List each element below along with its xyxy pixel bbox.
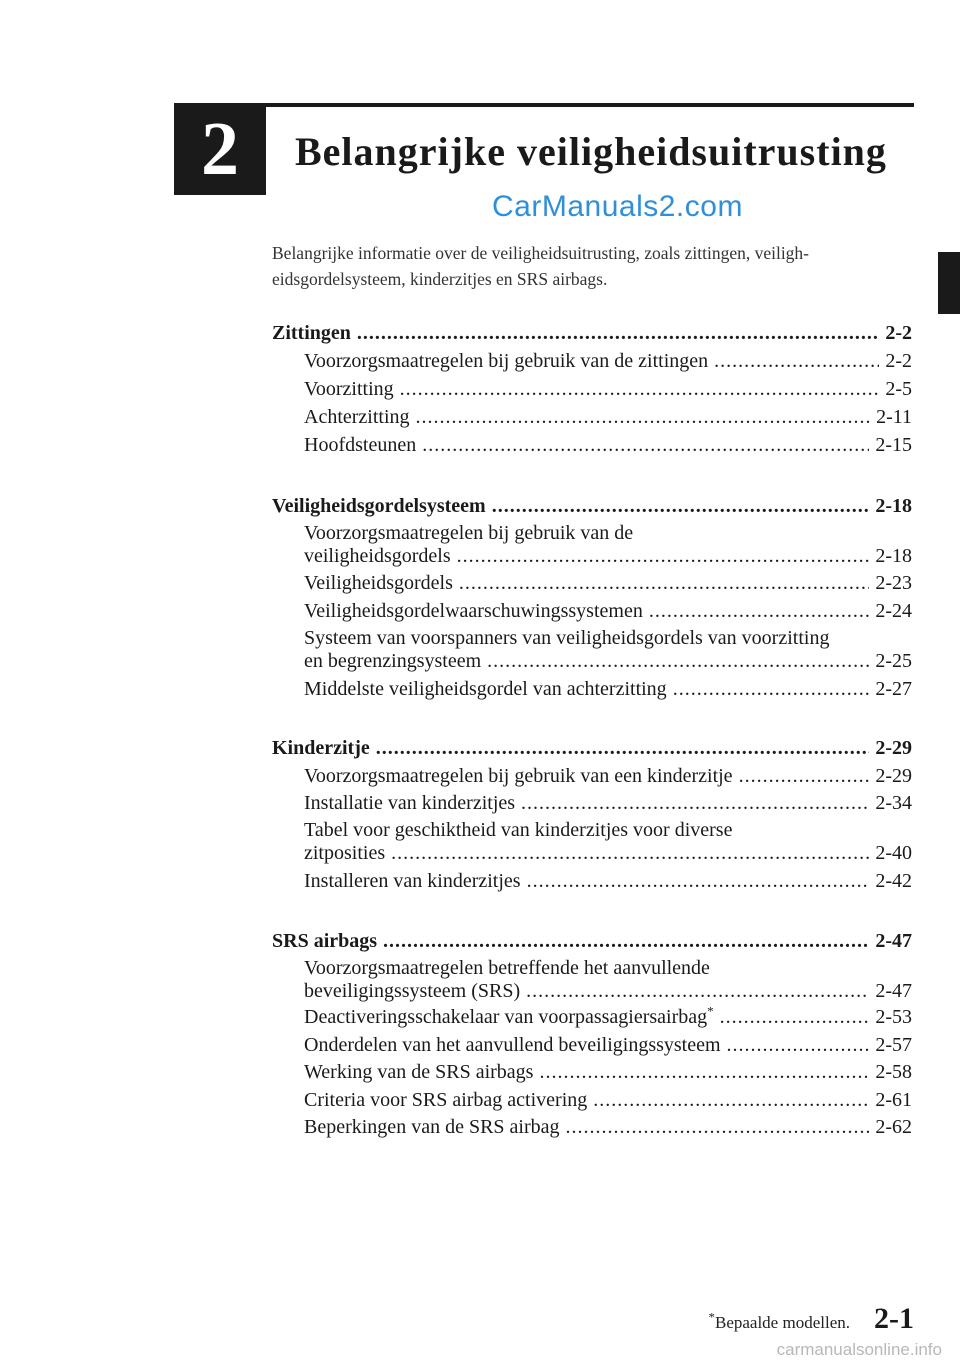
chapter-title: Belangrijke veiligheidsuitrusting	[295, 129, 887, 174]
toc-item[interactable]	[304, 404, 912, 430]
toc-page-number: 2-24	[875, 600, 912, 622]
toc-item-label: Installatie van kinderzitjes	[304, 792, 516, 814]
toc-section-title: Veiligheidsgordelsysteem	[272, 495, 486, 517]
toc-page-number: 2-5	[885, 378, 912, 400]
toc-item[interactable]	[304, 648, 912, 674]
toc-section-zittingen[interactable]	[272, 320, 912, 346]
leader-dots	[400, 376, 880, 402]
intro-line-1: Belangrijke informatie over de veiligheidsuitrusting, zoals zittingen, veiligh-	[272, 243, 810, 263]
toc-item-label: Installeren van kinderzitjes	[304, 870, 521, 892]
toc-item[interactable]	[304, 1032, 912, 1058]
intro-line-2: eidsgordelsysteem, kinderzitjes en SRS airbags.	[272, 269, 608, 289]
footnote-star-icon: *	[707, 1003, 714, 1019]
footnote-star-icon: *	[708, 1309, 715, 1325]
page-number: 2-1	[874, 1302, 914, 1335]
toc-page-number: 2-42	[875, 870, 912, 892]
toc-item-label: Hoofdsteunen	[304, 434, 417, 456]
toc-page-number: 2-40	[875, 842, 912, 864]
toc-item[interactable]	[304, 763, 912, 789]
footnote	[708, 1309, 850, 1333]
leader-dots	[357, 320, 879, 346]
toc-section-title: Zittingen	[272, 322, 351, 344]
leader-dots	[527, 868, 870, 894]
toc-item[interactable]	[304, 978, 912, 1004]
toc-item[interactable]	[304, 543, 912, 569]
leader-dots	[391, 840, 869, 866]
leader-dots	[526, 978, 869, 1004]
toc-item[interactable]	[304, 1004, 912, 1030]
page-footer	[708, 1302, 914, 1336]
leader-dots	[593, 1087, 869, 1113]
leader-dots	[566, 1114, 870, 1140]
toc-page-number: 2-34	[875, 792, 912, 814]
watermark-logo: CarManuals2.com	[492, 190, 743, 223]
toc-page-number: 2-29	[875, 765, 912, 787]
toc-item[interactable]	[304, 348, 912, 374]
toc-page-number: 2-2	[885, 322, 912, 344]
leader-dots	[383, 928, 869, 954]
toc-page-number: 2-47	[875, 980, 912, 1002]
toc-page-number: 2-61	[875, 1089, 912, 1111]
toc-item-label-line1[interactable]: Voorzorgsmaatregelen betreffende het aanvullende	[304, 957, 710, 979]
toc-item-label: beveiligingssysteem (SRS)	[304, 980, 521, 1002]
toc-item-label: Middelste veiligheidsgordel van achterzitting	[304, 678, 667, 700]
toc-item-label: zitposities	[304, 842, 386, 864]
toc-item[interactable]	[304, 570, 912, 596]
toc-item-text: Deactiveringsschakelaar van voorpassagiersairbag	[304, 1006, 708, 1028]
toc-item-label: en begrenzingsysteem	[304, 650, 482, 672]
toc-item[interactable]	[304, 1087, 912, 1113]
leader-dots	[720, 1004, 870, 1030]
toc-item-label	[304, 1004, 714, 1030]
toc-item-label: Werking van de SRS airbags	[304, 1061, 534, 1083]
leader-dots	[459, 570, 869, 596]
toc-item-label-line1[interactable]: Tabel voor geschiktheid van kinderzitjes voor diverse	[304, 819, 733, 841]
toc-item-label: Voorzorgsmaatregelen bij gebruik van de zittingen	[304, 350, 709, 372]
toc-page-number: 2-11	[876, 406, 912, 428]
toc-page-number: 2-47	[875, 930, 912, 952]
toc-page-number: 2-58	[875, 1061, 912, 1083]
toc-item-label: veiligheidsgordels	[304, 545, 451, 567]
leader-dots	[492, 493, 870, 519]
toc-page-number: 2-29	[875, 737, 912, 759]
toc-item-label: Voorzorgsmaatregelen bij gebruik van een kinderzitje	[304, 765, 733, 787]
toc-section-srs-airbags[interactable]	[272, 928, 912, 954]
toc-page-number: 2-18	[875, 545, 912, 567]
toc-item-label: Voorzitting	[304, 378, 394, 400]
toc-item[interactable]	[304, 1059, 912, 1085]
toc-page-number: 2-62	[875, 1116, 912, 1138]
toc-item-label: Beperkingen van de SRS airbag	[304, 1116, 560, 1138]
toc-page-number: 2-15	[875, 434, 912, 456]
toc-item[interactable]	[304, 432, 912, 458]
toc-item-label: Veiligheidsgordels	[304, 572, 453, 594]
toc-item-label: Onderdelen van het aanvullend beveiligingssysteem	[304, 1034, 721, 1056]
toc-page-number: 2-23	[875, 572, 912, 594]
toc-item-label-line1[interactable]: Systeem van voorspanners van veiligheidsgordels van voorzitting	[304, 627, 830, 649]
leader-dots	[457, 543, 870, 569]
toc-page-number: 2-18	[875, 495, 912, 517]
toc-section-kinderzitje[interactable]	[272, 735, 912, 761]
chapter-number: 2	[174, 103, 266, 195]
toc-item[interactable]	[304, 1114, 912, 1140]
toc-item-label: Veiligheidsgordelwaarschuwingssystemen	[304, 600, 643, 622]
toc-page-number: 2-25	[875, 650, 912, 672]
toc-item[interactable]	[304, 376, 912, 402]
toc-item-label: Criteria voor SRS airbag activering	[304, 1089, 588, 1111]
leader-dots	[727, 1032, 870, 1058]
leader-dots	[673, 676, 870, 702]
toc-page-number: 2-27	[875, 678, 912, 700]
leader-dots	[422, 432, 869, 458]
toc-item-label: Achterzitting	[304, 406, 410, 428]
toc-page-number: 2-57	[875, 1034, 912, 1056]
toc-section-title: SRS airbags	[272, 930, 378, 952]
header-rule	[174, 103, 914, 107]
footnote-text: Bepaalde modellen.	[714, 1313, 850, 1332]
toc-item[interactable]	[304, 790, 912, 816]
leader-dots	[521, 790, 869, 816]
leader-dots	[649, 598, 870, 624]
chapter-intro	[272, 240, 912, 292]
toc-item[interactable]	[304, 676, 912, 702]
leader-dots	[487, 648, 869, 674]
leader-dots	[739, 763, 870, 789]
site-watermark: carmanualsonline.info	[776, 1340, 942, 1359]
toc-item-label-line1[interactable]: Voorzorgsmaatregelen bij gebruik van de	[304, 522, 634, 544]
toc-section-title: Kinderzitje	[272, 737, 370, 759]
leader-dots	[714, 348, 879, 374]
chapter-side-tab	[938, 252, 960, 314]
leader-dots	[416, 404, 871, 430]
toc-item[interactable]	[304, 598, 912, 624]
toc-section-veiligheidsgordelsysteem[interactable]	[272, 493, 912, 519]
toc-page-number: 2-53	[875, 1006, 912, 1028]
leader-dots	[376, 735, 870, 761]
toc-page-number: 2-2	[885, 350, 912, 372]
toc-item[interactable]	[304, 840, 912, 866]
leader-dots	[539, 1059, 869, 1085]
toc-item[interactable]	[304, 868, 912, 894]
